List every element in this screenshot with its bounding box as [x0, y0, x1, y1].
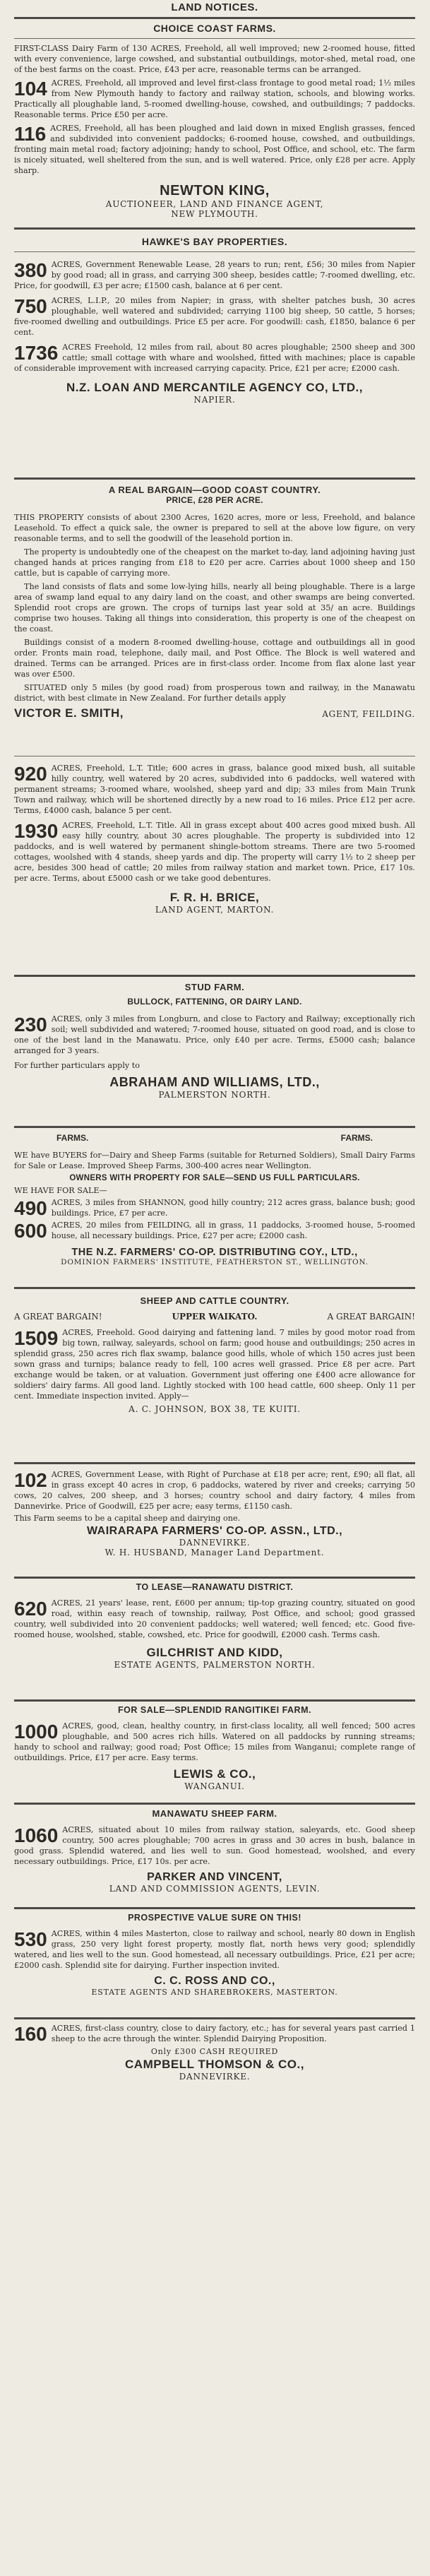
acreage-number: 1930: [14, 820, 59, 842]
ad-paragraph: THIS PROPERTY consists of about 2300 Acres, 1620 acres, more or less, Freehold, and balance Leasehold. To effect a quick sale, the owner is prepared to sell at the above low figure, on very reasonable terms, and to sell the goodwill of the leasehold portion in.: [14, 513, 415, 543]
divider: [14, 227, 415, 230]
ad-text: ACRES, L.I.P., 20 miles from Napier; in grass, with shelter patches bush, 30 acres ploughable, well watered and subdivided; carrying 1100 big sheep, 50 cattle, 5 horses; five-roomed dwelling and outbuildings. Price £5 per acre. For goodwill: cash, £1850, balance 6 per cent.: [14, 296, 415, 337]
agent-place: DANNEVIRKE.: [179, 2072, 251, 2082]
acreage-number: 1509: [14, 1327, 59, 1349]
agent-description: ESTATE AGENTS, PALMERSTON NORTH.: [114, 1660, 316, 1670]
farms-section: [14, 1133, 415, 1266]
bargain-right: A GREAT BARGAIN!: [327, 1312, 415, 1322]
ad-text: ACRES, first-class country, close to dairy factory, etc.; has for several years past carried 1 sheep to the acre through the winter. Splendid Dairying Proposition.: [51, 2024, 415, 2043]
divider: [14, 477, 415, 480]
ad-text: ACRES, Freehold, all has been ploughed and laid down in mixed English grasses, fenced and subdivided into convenient paddocks; 6-roomed house, cowshed, and outbuildings, fronting main metal road; factory adjoining; handy to school, Post Office, and school, etc. The farm is nicely situated, well sheltered from the sun, and is well watered. Price, only £28 per acre. Apply sharp.: [14, 124, 415, 175]
ad-listing: [14, 2023, 415, 2044]
ad-listing: [14, 820, 415, 884]
ad-listing: [14, 43, 415, 75]
sheep-cattle-section: [14, 1295, 415, 1414]
acreage-number: 1000: [14, 1721, 59, 1743]
divider: [14, 975, 415, 977]
agent-name: ABRAHAM AND WILLIAMS, LTD.,: [109, 1075, 320, 1089]
divider: [14, 1287, 415, 1289]
rangitikei-section: [14, 1705, 415, 1791]
ad-paragraph: SITUATED only 5 miles (by good road) from prosperous town and railway, in the Manawatu district, with best climate in New Zealand. For further details apply: [14, 683, 415, 703]
agent-place: NEW PLYMOUTH.: [171, 209, 258, 219]
ad-text: ACRES, Freehold. Good dairying and fattening land. 7 miles by good motor road from big town, railway, saleyards, school on farm; good house and outbuildings; 250 acres in splendid grass, 250 acres rich flax swamp, balance good hills, whole of which 150 acres just been sown grass and turnips; balance ready to fell, 100 acres well grassed. Price £8 per acre. Part exchange would be taken, or at valuation. Government just offering one £400 acre allowance for soldiers' dairy farms. All good land. Lightly stocked with 100 head cattle, 600 sheep. Only 11 per cent. Immediate inspection invited. Apply—: [14, 1328, 415, 1401]
ad-listing: [14, 295, 415, 338]
section-heading: HAWKE'S BAY PROPERTIES.: [141, 236, 288, 247]
brice-section: [14, 763, 415, 915]
divider: [14, 17, 415, 19]
masthead: [14, 1, 415, 13]
ad-listing: [14, 259, 415, 291]
agent-name: C. C. ROSS AND CO.,: [154, 1975, 275, 1987]
section-heading: CHOICE COAST FARMS.: [153, 23, 276, 34]
acreage-number: 160: [14, 2023, 47, 2045]
ad-listing: [14, 1721, 415, 1763]
stud-farm-section: [14, 982, 415, 1100]
acreage-number: 102: [14, 1469, 47, 1491]
section-subheading: BULLOCK, FATTENING, OR DAIRY LAND.: [127, 997, 302, 1007]
acreage-number: 750: [14, 295, 47, 317]
section-heading: A REAL BARGAIN—GOOD COAST COUNTRY.: [108, 485, 321, 495]
bargain-mid: UPPER WAIKATO.: [172, 1312, 258, 1322]
agent-description: ESTATE AGENTS AND SHAREBROKERS, MASTERTON.: [91, 1988, 338, 1997]
agent-name: LEWIS & CO.,: [173, 1767, 256, 1781]
divider: [14, 251, 415, 252]
ad-listing: [14, 1469, 415, 1512]
ad-text: ACRES, 3 miles from SHANNON, good hilly country; 212 acres grass, balance bush; good buildings. Price, £7 per acre.: [51, 1198, 415, 1218]
further-note: For further particulars apply to: [14, 1061, 141, 1070]
we-have-label: WE HAVE FOR SALE—: [14, 1186, 107, 1195]
wairarapa-section: [14, 1469, 415, 1557]
ad-listing: [14, 342, 415, 374]
ad-text: ACRES, good, clean, healthy country, in first-class locality, all well fenced; 500 acres ploughable, and 500 acres rich hills. Watered on all paddocks by running streams; handy to school and railway; good road; Post Office; 15 miles from Wanganui; complete range of outbuildings. Price, £17 per acre. Easy terms.: [14, 1721, 415, 1762]
ad-text: ACRES, within 4 miles Masterton, close to railway and school, nearly 80 down in English grass, 250 very light forest property, mostly flat, north hews very good; splendidly watered, and lies well to the sun. Good homestead, all necessary outbuildings. Price, £21 per acre; £2000 cash. Splendid site for dairying. Further inspection invited.: [14, 1929, 415, 1970]
agent-description: LAND AGENT, MARTON.: [155, 905, 275, 915]
prospective-section: [14, 1913, 415, 1997]
agent-name: A. C. JOHNSON, BOX 38, TE KUITI.: [129, 1404, 301, 1414]
bargain-left: A GREAT BARGAIN!: [14, 1312, 102, 1322]
ad-text: FIRST-CLASS Dairy Farm of 130 ACRES, Freehold, all well improved; new 2-roomed house, fitted with every convenience, large cowshed, and substantial outbuildings, motor-shed, metal road, one of the best farms on the coast. Price, £43 per acre, reasonable terms can be arranged.: [14, 44, 415, 74]
ad-listing: [14, 78, 415, 120]
ad-paragraph: The property is undoubtedly one of the cheapest on the market to-day, land adjoining having just changed hands at prices ranging from £18 to £20 per acre. Carries about 1000 sheep and 150 cattle, but is capable of carrying more.: [14, 547, 415, 578]
agent-name: VICTOR E. SMITH,: [14, 706, 124, 720]
agent-name: N.Z. LOAN AND MERCANTILE AGENCY CO, LTD.,: [66, 381, 363, 394]
ad-listing: [14, 123, 415, 176]
ad-listing: [14, 1327, 415, 1401]
ad-listing: [14, 1197, 415, 1218]
farms-heading-row: [14, 1133, 415, 1143]
hawkes-bay-section: [14, 236, 415, 405]
acreage-number: 530: [14, 1928, 47, 1950]
owners-callout: OWNERS WITH PROPERTY FOR SALE—SEND US FULL PARTICULARS.: [69, 1174, 360, 1182]
ad-listing: [14, 763, 415, 816]
ad-text: ACRES, Freehold, all improved and level first-class frontage to good metal road; 1½ miles from New Plymouth handy to factory and railway station, schools, and blowing works. Practically all ploughable land, 5-roomed dwelling-house, cowshed, and outbuildings; 7 paddocks. Reasonable terms. Price £50 per acre.: [14, 78, 415, 119]
acreage-number: 380: [14, 259, 47, 281]
agent-line: [14, 706, 415, 720]
acreage-number: 490: [14, 1197, 47, 1219]
agent-description: LAND AND COMMISSION AGENTS, LEVIN.: [109, 1884, 321, 1894]
section-heading: SHEEP AND CATTLE COUNTRY.: [140, 1295, 289, 1306]
page-title: LAND NOTICES.: [171, 1, 258, 13]
campbell-section: [14, 2023, 415, 2082]
ad-text: ACRES Freehold, 12 miles from rail, about 80 acres ploughable; 2500 sheep and 300 cattle; small cottage with whare and woolshed, fitted with machines; place is capable of considerable improvement with increased carrying capacity. Price, £21 per acre; £2000 cash.: [14, 343, 415, 373]
acreage-number: 1060: [14, 1824, 59, 1846]
ad-listing: [14, 1220, 415, 1241]
agent-name: CAMPBELL THOMSON & CO.,: [125, 2058, 304, 2071]
acreage-number: 600: [14, 1220, 47, 1242]
agent-name: NEWTON KING,: [160, 183, 270, 198]
section-subheading: PRICE, £28 PER ACRE.: [166, 495, 263, 505]
real-bargain-section: [14, 485, 415, 720]
divider: [14, 1577, 415, 1579]
ad-note: This Farm seems to be a capital sheep and dairying one.: [14, 1514, 241, 1523]
divider: [14, 1462, 415, 1464]
divider: [14, 38, 415, 39]
acreage-number: 104: [14, 78, 47, 100]
ad-paragraph: The land consists of flats and some low-lying hills, nearly all being ploughable. There is a large area of swamp land equal to any dairy land on the coast, and other swamps are being converted. Splendid root crops are grown. The crops of turnips last year sold at 35/ an acre. Buildings comprise two houses. Taking all things into consideration, this property is one of the cheapest on the coast.: [14, 582, 415, 634]
acreage-number: 1736: [14, 342, 59, 364]
ad-paragraph: Buildings consist of a modern 8-roomed dwelling-house, cottage and outbuildings all in good order. Fronts main road, telephone, daily mail, and Post Office. The Block is well watered and drained. Terms can be arranged. Prices are in first-class order. Income from flax alone last year was over £500.: [14, 638, 415, 679]
agent-name: WAIRARAPA FARMERS' CO-OP. ASSN., LTD.,: [86, 1525, 343, 1537]
agent-description: W. H. HUSBAND, Manager Land Department.: [104, 1548, 325, 1557]
agent-name: THE N.Z. FARMERS' CO-OP. DISTRIBUTING COY., LTD.,: [71, 1247, 358, 1258]
bargain-row: [14, 1312, 415, 1322]
divider: [14, 1699, 415, 1702]
agent-place: PALMERSTON NORTH.: [158, 1090, 271, 1100]
agent-description: AUCTIONEER, LAND AND FINANCE AGENT,: [105, 199, 324, 209]
ad-text: ACRES, Government Lease, with Right of Purchase at £18 per acre; rent, £90; all flat, all in grass except 40 acres in crop, 6 paddocks, watered by river and creeks; carrying 50 cows, 20 calves, 200 sheep, and 3 horses; country school and dairy factory, 4 miles from Dannevirke. Price of Goodwill, £25 per acre; easy terms, £1150 cash.: [14, 1470, 415, 1511]
section-heading: FOR SALE—SPLENDID RANGITIKEI FARM.: [118, 1705, 311, 1715]
agent-name: PARKER AND VINCENT,: [147, 1871, 282, 1883]
ranawatu-section: [14, 1582, 415, 1670]
ad-listing: [14, 1824, 415, 1867]
ad-note: Only £300 CASH REQUIRED: [150, 2047, 279, 2056]
ad-text: ACRES, Freehold, L.T. Title. All in grass except about 400 acres good mixed bush. All easy hilly country, about 30 acres ploughable. The property is subdivided into 12 paddocks, and is well watered by permanent shingle-bottom streams. There are two 5-roomed cottages, woolshed with 4 stands, sheep yards and dip. The property will carry 1½ to 2 sheep per acre, besides 300 head of cattle; 20 miles from railway station and market town. Price, £17 10s. per acre. Terms, about £5000 cash or we take good debentures.: [14, 821, 415, 883]
agent-name: F. R. H. BRICE,: [169, 891, 260, 904]
ad-text: ACRES, only 3 miles from Longburn, and close to Factory and Railway; exceptionally rich soil; well subdivided and watered; 7-roomed house, situated on good road, and is close to one of the best land in the Manawatu. Price, only £40 per acre. Terms, £5000 cash; balance arranged for 3 years.: [14, 1014, 415, 1055]
section-heading: STUD FARM.: [184, 982, 245, 992]
choice-coast-section: [14, 23, 415, 219]
ad-listing: [14, 1928, 415, 1971]
divider: [14, 2017, 415, 2019]
section-heading: MANAWATU SHEEP FARM.: [152, 1808, 277, 1819]
agent-place: NAPIER.: [193, 395, 236, 405]
agent-name: GILCHRIST AND KIDD,: [146, 1646, 283, 1659]
acreage-number: 116: [14, 123, 47, 145]
ad-paragraph: WE have BUYERS for—Dairy and Sheep Farms (suitable for Returned Soldiers), Small Dairy Farms for Sale or Lease. Improved Sheep Farms, 300-400 acres near Wellington.: [14, 1151, 415, 1170]
section-heading-right: FARMS.: [340, 1133, 373, 1143]
ad-text: ACRES, Government Renewable Lease, 28 years to run; rent, £56; 30 miles from Napier by good road; all in grass, and carrying 300 sheep, besides cattle; 7-roomed dwelling, etc. Price, for goodwill, £3 per acre; £1500 cash, balance at 6 per cent.: [14, 260, 415, 290]
ad-text: ACRES, Freehold, L.T. Title; 600 acres in grass, balance good mixed bush, all suitable hilly country, well watered by 20 acres, subdivided into 6 paddocks, well watered with permanent streams; 3-roomed whare, woolshed, sheep yard and dip; 33 miles from Main Trunk Town and railway, which will be shortened directly by a new road to 16 miles. Price £12 per acre. Terms, £4000 cash, balance 5 per cent.: [14, 764, 415, 815]
manawatu-section: [14, 1808, 415, 1894]
agent-place: WANGANUI.: [184, 1781, 245, 1791]
section-heading: FARMS.: [56, 1133, 89, 1143]
agent-place: DANNEVIRKE.: [179, 1538, 251, 1548]
acreage-number: 920: [14, 763, 47, 785]
ad-text: ACRES, situated about 10 miles from railway station, saleyards, etc. Good sheep country, 500 acres ploughable; 700 acres in grass and 30 acres in bush, balance in good grass. Splendid watered, and lies well to sun. Good homestead, woolshed, and every necessary outbuildings. Price, £17 10s. per acre.: [14, 1825, 415, 1866]
agent-description: AGENT, FEILDING.: [322, 709, 415, 719]
section-heading: PROSPECTIVE VALUE SURE ON THIS!: [128, 1913, 301, 1923]
ad-listing: [14, 1598, 415, 1640]
divider: [14, 1907, 415, 1909]
acreage-number: 230: [14, 1014, 47, 1035]
agent-description: DOMINION FARMERS' INSTITUTE, FEATHERSTON ST., WELLINGTON.: [61, 1258, 369, 1266]
ad-text: ACRES, 21 years' lease, rent, £600 per annum; tip-top grazing country, situated on good road, within easy reach of township, railway, Post Office, and school; good grassed country, well subdivided into 20 convenient paddocks; well watered; well fenced; etc. Good five-roomed house, woolshed, stable, cowshed, etc. Price for goodwill, £2000 cash. Terms cash.: [14, 1598, 415, 1639]
ad-text: ACRES, 20 miles from FEILDING, all in grass, 11 paddocks, 3-roomed house, 5-roomed house, all necessary buildings. Price, £27 per acre; £2000 cash.: [51, 1221, 415, 1240]
ad-listing: [14, 1014, 415, 1056]
acreage-number: 620: [14, 1598, 47, 1620]
divider: [14, 1126, 415, 1128]
section-heading: TO LEASE—RANAWATU DISTRICT.: [136, 1582, 294, 1592]
divider: [14, 1803, 415, 1805]
